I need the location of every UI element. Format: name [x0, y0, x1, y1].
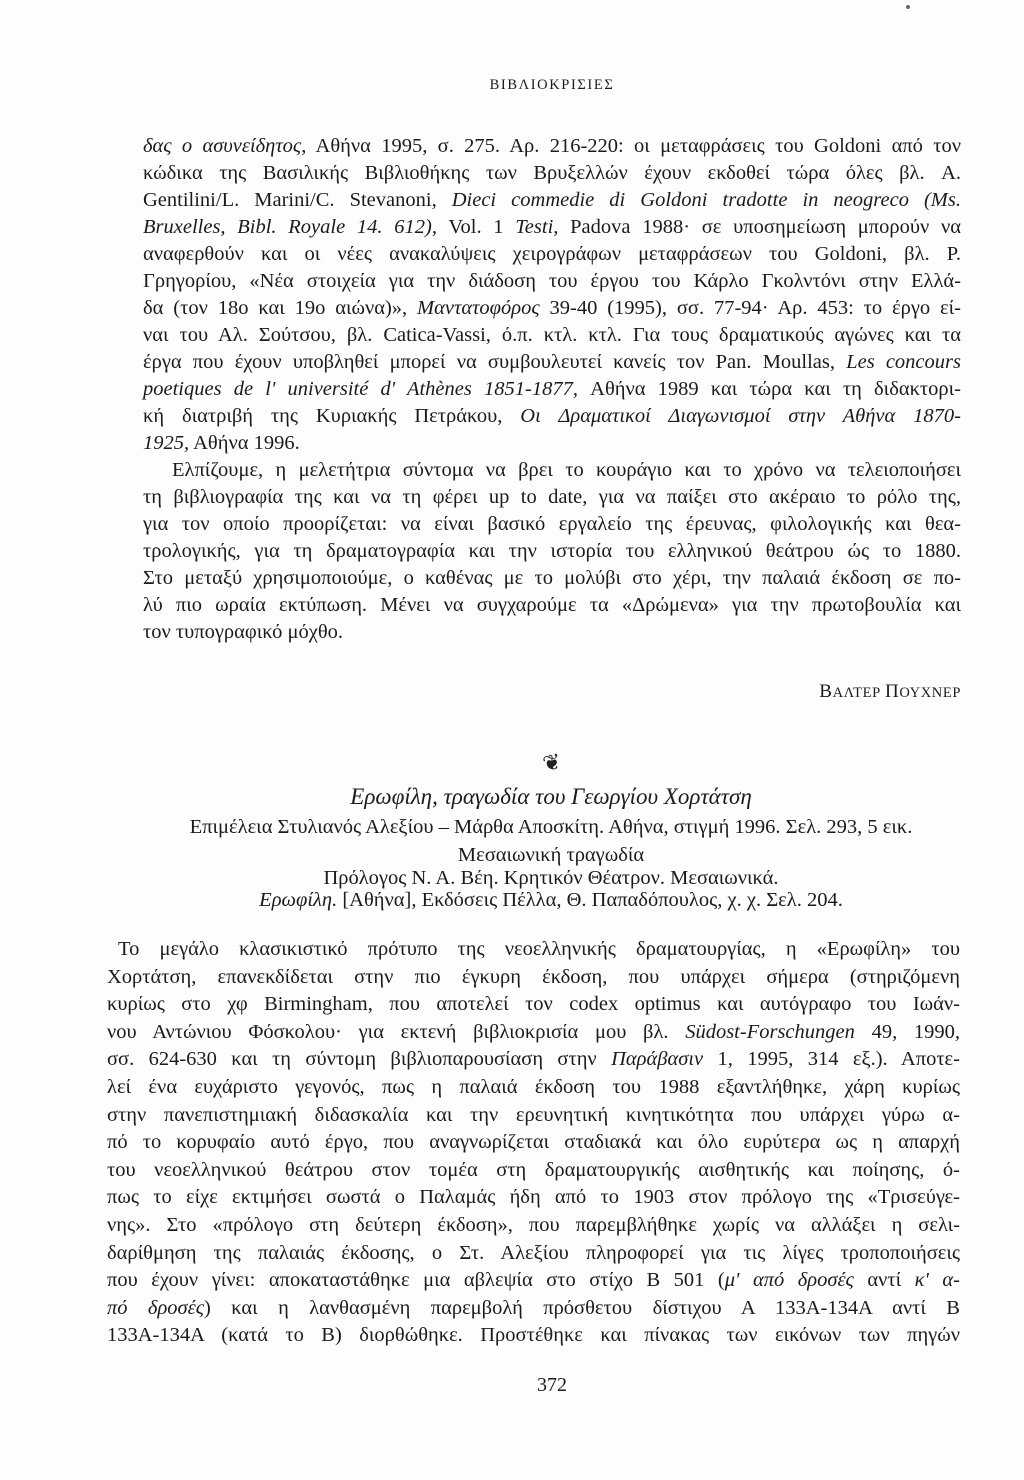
text-run: τη βιβλιογραφία της και να τη φέρει up to date, για να παίξει στο ακέραιο το ρόλο της, — [143, 486, 961, 508]
text-run: νης». Στο «πρόλογο στη δεύτερη έκδοση», που παρεμβλήθηκε χωρίς να αλλάξει η σελι- — [107, 1213, 960, 1236]
text-run: τρολογικής, για τη δραματογραφία και την ιστορία του ελληνικού θεάτρου ώς το 1880. — [143, 540, 961, 562]
italic-text: Les concours — [846, 351, 961, 373]
text-line — [143, 619, 961, 646]
text-line — [143, 133, 961, 160]
review-1-signature — [143, 681, 961, 704]
italic-text: κ' α- — [914, 1269, 960, 1292]
text-line — [107, 1046, 960, 1074]
text-run: πό το κορυφαίο αυτό έργο, που αναγνωρίζεται σταδιακά και όλο ευρύτερα ως η απαρχή — [107, 1131, 960, 1154]
text-line — [143, 592, 961, 619]
italic-text: Dieci commedie di Goldoni tradotte in neogreco (Ms. — [451, 189, 961, 211]
text-line — [143, 484, 961, 511]
review-1-paragraph-1 — [143, 133, 961, 457]
italic-text: Παράβασιν — [611, 1048, 704, 1071]
text-run: του νεοελληνικού θεάτρου στον τομέα στη δραματουργικής αισθητικής και ποίησης, ό- — [107, 1158, 960, 1181]
text-run: δαρίθμηση της παλαιάς έκδοσης, ο Στ. Αλεξίου πληροφορεί για τις λίγες τροποποιήσεις — [107, 1241, 960, 1264]
text-run: σσ. 624-630 και τη σύντομη βιβλιοπαρουσίαση στην — [107, 1048, 612, 1071]
italic-text: δας ο ασυνείδητος — [143, 135, 302, 157]
review-2-paragraph-1 — [107, 936, 960, 1350]
text-run: 39-40 (1995), σσ. 77-94· Αρ. 453: το έργο εί- — [539, 297, 961, 319]
text-run: κή διατριβή της Κυριακής Πετράκου, — [143, 405, 521, 427]
compared-edition-subtitle: Μεσαιωνική τραγωδία — [457, 844, 645, 866]
text-line — [143, 214, 961, 241]
text-line — [143, 403, 961, 430]
text-run: αντί — [853, 1269, 915, 1292]
review-1-body — [143, 133, 961, 646]
text-line — [107, 964, 960, 992]
text-line — [107, 1184, 960, 1212]
text-line — [143, 322, 961, 349]
italic-text: Οι Δραματικοί Διαγωνισμοί στην Αθήνα 1870- — [520, 405, 962, 427]
text-line — [107, 1240, 960, 1268]
signature-first-name: ΒΑΛΤΕΡ — [819, 681, 881, 702]
text-line — [143, 457, 961, 484]
text-run: για τον οποίο προορίζεται: να είναι βασικό εργαλείο της έρευνας, φιλολογικής και θεα- — [143, 513, 961, 535]
text-run: τον τυπογραφικό μόχθο. — [143, 621, 344, 643]
text-run: αναφερθούν και οι νέες ανακαλύψεις χειρογράφων μεταφράσεων του Goldoni, βλ. P. — [143, 243, 961, 265]
text-run: Ελπίζουμε, η μελετήτρια σύντομα να βρει το κουράγιο και το χρόνο να τελειοποιήσει — [172, 459, 961, 481]
text-run: λύ πιο ωραία εκτύπωση. Μένει να συγχαρούμε τα «Δρώμενα» για την πρωτοβουλία και — [143, 594, 961, 616]
fleuron-icon — [540, 748, 564, 779]
text-run: που έχουν γίνει: αποκαταστάθηκε μια αβλεψία στο στίχο Β 501 ( — [107, 1269, 725, 1292]
text-line — [107, 1267, 960, 1295]
running-head: ΒΙΒΛΙΟΚΡΙΣΙΕΣ — [489, 77, 615, 93]
text-line — [107, 1322, 960, 1350]
page-number: 372 — [537, 1374, 567, 1396]
text-run: Το μεγάλο κλασικιστικό πρότυπο της νεοελληνικής δραματουργίας, η «Ερωφίλη» του — [118, 938, 960, 960]
text-run: πως το είχε εκτιμήσει σωστά ο Παλαμάς ήδη από το 1903 στον πρόλογο της «Τρισεύγε- — [107, 1186, 960, 1209]
compared-edition-title: Ερωφίλη. — [259, 889, 338, 911]
text-run: Χορτάτση, επανεκδίδεται στην πιο έγκυρη έκδοση, που υπάρχει σήμερα (στηριζόμενη — [107, 965, 960, 988]
text-run: κώδικα της Βασιλικής Βιβλιοθήκης των Βρυξελλών έχουν εκδοθεί τώρα όλες βλ. A. — [143, 162, 961, 184]
book-title: Ερωφίλη, τραγωδία του Γεωργίου Χορτάτση — [350, 784, 752, 809]
italic-text: poetiques de l' université d' Athènes 1851-1877, — [143, 378, 578, 400]
text-run: 49, 1990, — [854, 1020, 960, 1043]
text-run: 133Α-134Α (κατά το Β) διορθώθηκε. Προστέθηκε και πίνακας των εικόνων των πηγών — [107, 1324, 960, 1347]
text-line — [143, 430, 961, 457]
text-line — [143, 511, 961, 538]
text-run: έργα που έχουν υποβληθεί μπορεί να συμβουλευτεί κανείς τον Pan. Moullas, — [143, 351, 847, 373]
text-line — [107, 936, 960, 964]
text-line — [107, 991, 960, 1019]
text-line — [107, 1129, 960, 1157]
text-line — [107, 1212, 960, 1240]
review-1-paragraph-2 — [143, 457, 961, 646]
review-2-body — [107, 936, 960, 1350]
text-run: στην πανεπιστημιακή διδασκαλία και την ερευνητική κινητικότητα που υπάρχει γύρω α- — [107, 1103, 960, 1126]
italic-text: Testi, — [515, 216, 559, 238]
text-line — [143, 241, 961, 268]
text-line — [107, 1074, 960, 1102]
italic-text: μ' από δροσές — [724, 1269, 854, 1292]
text-run: Gentilini/L. Marini/C. Stevanoni, — [143, 189, 452, 211]
text-line — [143, 160, 961, 187]
scan-speck — [906, 5, 910, 9]
italic-text: 1925, — [143, 432, 190, 454]
compared-edition-imprint — [147, 887, 955, 913]
text-run: Vol. 1 — [436, 216, 516, 238]
text-run: νου Αντώνιου Φόσκολου· για εκτενή βιβλιοκρισία μου βλ. — [107, 1020, 686, 1043]
text-run: Padova 1988· σε υποσημείωση μπορούν να — [558, 216, 961, 238]
text-run: ) και η λανθασμένη παρεμβολή πρόσθετου δίστιχου Α 133Α-134Α αντί Β — [204, 1296, 960, 1319]
text-line — [107, 1019, 960, 1047]
text-run: δα (τον 18ο και 19ο αιώνα)», — [143, 297, 418, 319]
text-run: 1, 1995, 314 εξ.). Αποτε- — [703, 1048, 960, 1071]
text-run: Γρηγορίου, «Νέα στοιχεία για την διάδοση του έργου του Κάρλο Γκολντόνι στην Ελλά- — [143, 270, 961, 292]
text-run: λεί ένα ευχάριστο γεγονός, πως η παλαιά έκδοση του 1988 εξαντλήθηκε, χάρη κυρίως — [107, 1075, 960, 1098]
text-line — [107, 1295, 960, 1323]
section-separator — [143, 750, 961, 780]
italic-text: πό δροσές — [107, 1296, 205, 1319]
italic-text: Μαντατοφόρος — [417, 297, 540, 319]
signature-last-name: ΠΟΥΧΝΕΡ — [884, 681, 961, 702]
compared-edition-publisher: [Αθήνα], Εκδόσεις Πέλλα, Θ. Παπαδόπουλος, χ. χ. Σελ. 204. — [337, 889, 843, 911]
compared-edition-prologue: Πρόλογος Ν. Α. Βέη. Κρητικόν Θέατρον. Μεσαιωνικά. — [323, 867, 779, 889]
text-line — [107, 1157, 960, 1185]
text-line — [143, 538, 961, 565]
text-line — [143, 268, 961, 295]
text-line — [107, 1102, 960, 1130]
edition-info: Επιμέλεια Στυλιανός Αλεξίου – Μάρθα Αποσκίτη. Αθήνα, στιγμή 1996. Σελ. 293, 5 εικ. — [189, 816, 913, 838]
italic-text: Bruxelles, Bibl. Royale 14. 612), — [143, 216, 437, 238]
text-run: , Αθήνα 1995, σ. 275. Αρ. 216-220: οι μεταφράσεις του Goldoni από τον — [301, 135, 961, 157]
italic-text: Südost-Forschungen — [685, 1020, 855, 1043]
text-run: Αθήνα 1989 και τώρα και τη διδακτορι- — [577, 378, 961, 400]
text-line — [143, 349, 961, 376]
text-line — [143, 565, 961, 592]
text-run: ναι του Αλ. Σούτσου, βλ. Catica-Vassi, ό.π. κτλ. κτλ. Για τους δραματικούς αγώνες και τα — [143, 324, 961, 346]
text-run: Στο μεταξύ χρησιμοποιούμε, ο καθένας με το μολύβι στο χέρι, την παλαιά έκδοση σε πο- — [143, 567, 961, 589]
text-line — [143, 376, 961, 403]
text-line — [143, 187, 961, 214]
text-run: κυρίως στο χφ Birmingham, που αποτελεί τον codex optimus και αυτόγραφο του Ιωάν- — [107, 993, 960, 1016]
text-run: Αθήνα 1996. — [189, 432, 300, 454]
text-line — [143, 295, 961, 322]
